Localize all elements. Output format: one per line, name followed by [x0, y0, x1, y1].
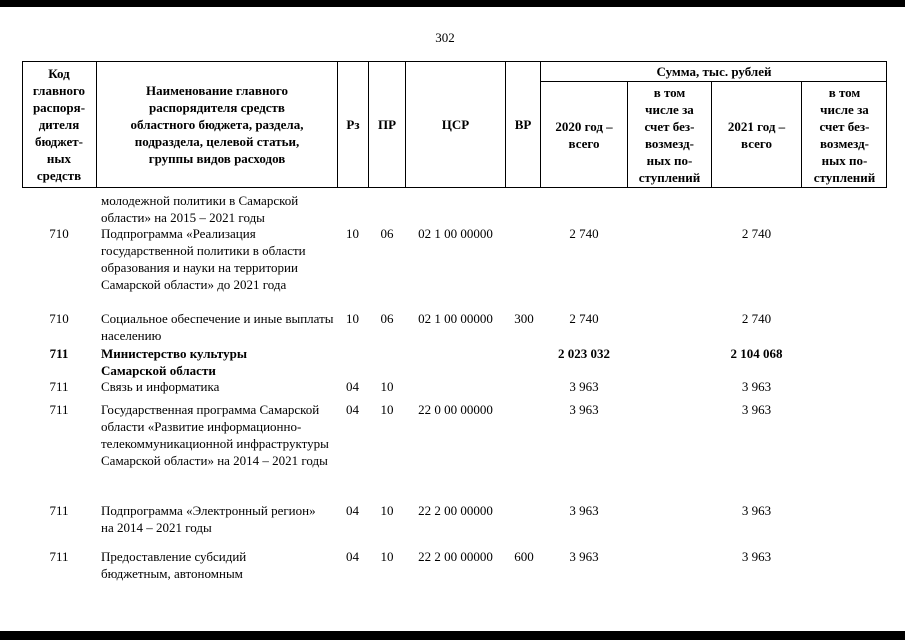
header-code: Код главного распоря- дителя бюджет- ных средств	[32, 66, 86, 183]
table-row-rz: 04	[346, 402, 359, 417]
table-row-name: Предоставление субсидий бюджетным, автономным	[101, 549, 247, 581]
table-row-sum2020: 3 963	[569, 549, 599, 564]
header-2021-total: 2021 год – всего	[727, 119, 786, 151]
table-row-rz: 04	[346, 503, 359, 518]
header-name: Наименование главного распорядителя средств областного бюджета, раздела, подраздела, целевой статьи, группы видов расходов	[130, 83, 304, 166]
table-row-code: 710	[49, 311, 69, 326]
table-row-sum2021: 3 963	[741, 379, 772, 394]
table-row-code: 711	[49, 503, 69, 518]
header-pr: ПР	[377, 117, 397, 132]
table-row-name: молодежной политики в Самарской области» на 2015 – 2021 годы	[101, 193, 299, 225]
table-row-sum2021: 3 963	[741, 549, 772, 564]
table-row-name: Социальное обеспечение и иные выплаты населению	[101, 311, 334, 343]
table-row-code: 711	[49, 346, 69, 361]
top-border-bar	[0, 0, 905, 7]
header-vr: ВР	[514, 117, 532, 132]
table-row-sum2020: 2 023 032	[558, 346, 610, 361]
table-row-rz: 04	[346, 549, 359, 564]
table-row-code: 711	[49, 402, 69, 417]
table-row-name: Подпрограмма «Реализация государственной политики в области образования и науки на территории Самарской области» до 2021 года	[101, 226, 306, 292]
table-row-name: Связь и информатика	[101, 379, 220, 394]
table-row-code: 711	[49, 379, 69, 394]
table-row-csr: 22 2 00 00000	[418, 549, 493, 564]
table-row-code: 711	[49, 549, 69, 564]
table-row-vr: 600	[514, 549, 534, 564]
table-row-name: Министерство культуры Самарской области	[101, 346, 247, 378]
table-row-pr: 10	[380, 402, 394, 417]
bottom-border-bar	[0, 631, 905, 640]
table-row-rz: 04	[346, 379, 359, 394]
table-row-pr: 10	[380, 549, 394, 564]
table-row-sum2020: 3 963	[569, 503, 599, 518]
table-row-code: 710	[49, 226, 69, 241]
table-row-sum2021: 2 740	[741, 226, 772, 241]
table-row-rz: 10	[346, 311, 359, 326]
header-2021-free: в том числе за счет без- возмезд- ных по- ступлений	[813, 85, 876, 185]
table-row-sum2021: 2 740	[741, 311, 772, 326]
table-row-name: Подпрограмма «Электронный регион» на 2014 – 2021 годы	[101, 503, 316, 535]
table-row-pr: 10	[380, 379, 394, 394]
table-row-sum2020: 3 963	[569, 402, 599, 417]
page-number: 302	[435, 30, 455, 45]
header-rz: Рз	[346, 117, 360, 132]
table-row-rz: 10	[346, 226, 359, 241]
header-csr: ЦСР	[441, 117, 470, 132]
table-row-csr: 02 1 00 00000	[418, 311, 493, 326]
table-row-sum2021: 2 104 068	[730, 346, 783, 361]
header-2020-total: 2020 год – всего	[555, 119, 613, 151]
table-row-csr: 22 2 00 00000	[418, 503, 493, 518]
table-row-vr: 300	[514, 311, 534, 326]
table-row-sum2021: 3 963	[741, 402, 772, 417]
table-row-csr: 22 0 00 00000	[418, 402, 493, 417]
table-row-pr: 06	[380, 311, 394, 326]
table-row-sum2020: 2 740	[569, 311, 599, 326]
table-row-pr: 10	[380, 503, 394, 518]
table-row-sum2021: 3 963	[741, 503, 772, 518]
table-row-name: Государственная программа Самарской области «Развитие информационно-телекоммуникационной инфраструктуры Самарской области» на 2014 – 2021 годы	[101, 402, 329, 468]
table-row-pr: 06	[380, 226, 394, 241]
table-row-sum2020: 3 963	[569, 379, 599, 394]
header-sum: Сумма, тыс. рублей	[656, 64, 772, 79]
header-2020-free: в том числе за счет без- возмезд- ных по- ступлений	[638, 85, 701, 185]
table-row-csr: 02 1 00 00000	[418, 226, 493, 241]
table-row-sum2020: 2 740	[569, 226, 599, 241]
